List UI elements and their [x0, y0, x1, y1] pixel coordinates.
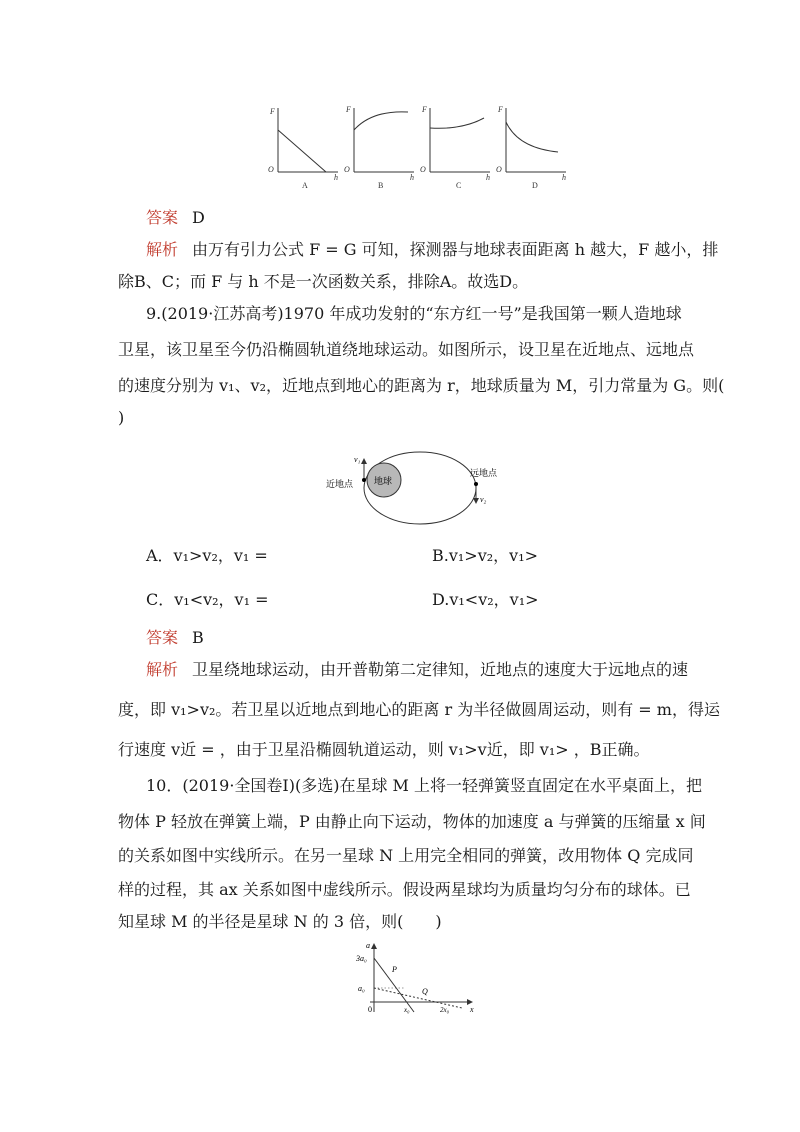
q10-stem-line2: 物体 P 轻放在弹簧上端，P 由静止向下运动，物体的加速度 a 与弹簧的压缩量 x 间: [118, 812, 706, 831]
q10-stem-line1: 10．(2019·全国卷Ⅰ)(多选)在星球 M 上将一轻弹簧竖直固定在水平桌面上，把: [146, 776, 703, 795]
option-b[interactable]: B.v₁>v₂，v₁>: [432, 546, 539, 565]
q9-analysis-line3: 行速度 v近 = ，由于卫星沿椭圆轨道运动，则 v₁>v近，即 v₁> ，B正确。: [118, 740, 650, 759]
axis-f-label: F: [346, 105, 351, 114]
panel-label-a: A: [302, 181, 308, 190]
p-label: P: [392, 965, 397, 974]
2x0-label: 2x₀: [440, 1006, 450, 1014]
v1-label: v₁: [354, 455, 361, 464]
v2-label: v₂: [480, 495, 487, 504]
analysis-label: 解析: [146, 660, 179, 679]
axis-h-label: h: [486, 173, 490, 182]
axis-h-label: h: [562, 173, 566, 182]
orbit-diagram: [324, 450, 514, 530]
answer-value: B: [192, 628, 204, 647]
y-a0-label: a₀: [358, 984, 365, 993]
axis-f-label: F: [270, 107, 275, 116]
axis-f-label: F: [498, 105, 503, 114]
q9-stem-line4: ): [118, 408, 125, 427]
q10-stem-line4: 样的过程，其 ax 关系如图中虚线所示。假设两星球均为质量均匀分布的球体。已: [118, 880, 691, 899]
axis-h-label: h: [334, 173, 338, 182]
q9-stem-line2: 卫星，该卫星至今仍沿椭圆轨道绕地球运动。如图所示，设卫星在近地点、远地点: [118, 340, 695, 359]
y-3a0-label: 3a₀: [356, 954, 367, 963]
force-height-graphs: [262, 100, 582, 192]
panel-label-d: D: [532, 181, 538, 190]
q8-analysis-line2: 除B、C；而 F 与 h 不是一次函数关系，排除A。故选D。: [118, 272, 529, 291]
origin-label: O: [496, 165, 502, 174]
x-axis-label: x: [470, 1005, 474, 1014]
panel-label-c: C: [456, 181, 462, 190]
origin-label: O: [344, 165, 350, 174]
answer-label: 答案: [146, 628, 179, 647]
answer-value: D: [192, 208, 205, 227]
origin-label: 0: [368, 1005, 372, 1014]
q8-answer: [146, 208, 205, 228]
acceleration-compression-graph: [352, 940, 482, 1020]
q9-stem-line1: 9.(2019·江苏高考)1970 年成功发射的“东方红一号”是我国第一颗人造地球: [146, 304, 682, 323]
q8-analysis-line1: [146, 240, 718, 260]
panel-label-b: B: [378, 181, 384, 190]
analysis-text: 由万有引力公式 F = G 可知，探测器与地球表面距离 h 越大，F 越小，排: [192, 240, 719, 259]
q-label: Q: [422, 987, 428, 996]
axis-f-label: F: [422, 105, 427, 114]
option-c[interactable]: C．v₁<v₂，v₁ =: [146, 590, 269, 609]
q9-answer: [146, 628, 204, 648]
q9-stem-line3: 的速度分别为 v₁、v₂，近地点到地心的距离为 r，地球质量为 M，引力常量为 G。则(: [118, 376, 725, 395]
analysis-text: 卫星绕地球运动，由开普勒第二定律知，近地点的速度大于远地点的速: [192, 660, 689, 679]
a-axis-label: a: [366, 941, 370, 950]
q10-stem-line5: 知星球 M 的半径是星球 N 的 3 倍，则( ): [118, 912, 442, 931]
answer-label: 答案: [146, 208, 179, 227]
q9-analysis-line1: [146, 660, 688, 680]
origin-label: O: [268, 165, 274, 174]
perigee-label: 近地点: [326, 479, 354, 489]
option-a[interactable]: A．v₁>v₂，v₁ =: [146, 546, 268, 565]
apogee-label: 远地点: [470, 468, 498, 478]
q9-analysis-line2: 度，即 v₁>v₂。若卫星以近地点到地心的距离 r 为半径做圆周运动，则有 = m，得运: [118, 700, 720, 719]
analysis-label: 解析: [146, 240, 179, 259]
axis-h-label: h: [410, 173, 414, 182]
curve-q: [374, 988, 462, 1008]
x0-label: x₀: [404, 1006, 410, 1014]
earth-label: 地球: [374, 476, 393, 486]
q10-stem-line3: 的关系如图中实线所示。在另一星球 N 上用完全相同的弹簧，改用物体 Q 完成同: [118, 846, 694, 865]
origin-label: O: [420, 165, 426, 174]
option-d[interactable]: D.v₁<v₂，v₁>: [432, 590, 539, 609]
